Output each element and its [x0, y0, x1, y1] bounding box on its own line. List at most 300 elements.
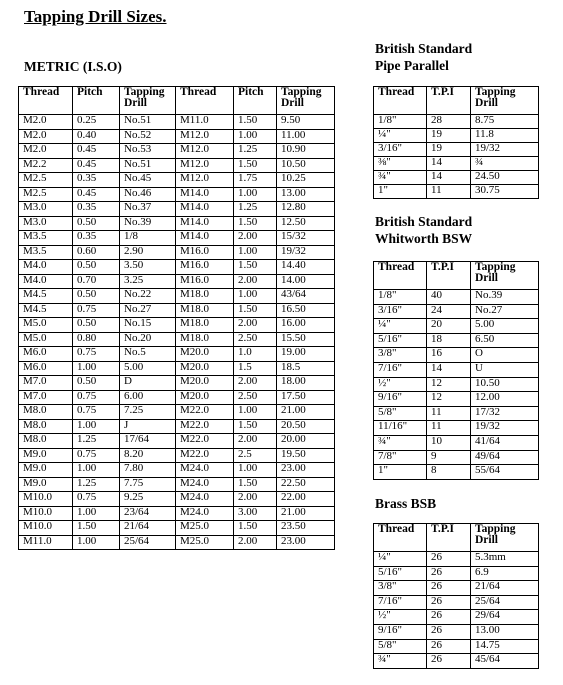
- table-row: [374, 304, 539, 319]
- table-cell: 1.50: [73, 521, 120, 536]
- table-row: [19, 492, 335, 507]
- table-row: [19, 115, 335, 130]
- table-cell: No.27: [120, 303, 176, 318]
- table-row: [19, 332, 335, 347]
- table-cell: 41/64: [471, 435, 539, 450]
- table-cell: No.52: [120, 129, 176, 144]
- column-header: Thread: [176, 87, 234, 115]
- table-cell: 23/64: [120, 506, 176, 521]
- table-cell: 17/64: [120, 434, 176, 449]
- table-row: [19, 202, 335, 217]
- table-cell: 19/32: [471, 143, 539, 157]
- table-cell: M14.0: [176, 187, 234, 202]
- table-cell: M18.0: [176, 289, 234, 304]
- table-cell: M25.0: [176, 521, 234, 536]
- table-row: [19, 347, 335, 362]
- table-cell: 16.00: [277, 318, 335, 333]
- table-cell: 1/8": [374, 290, 427, 305]
- table-cell: 0.75: [73, 405, 120, 420]
- table-cell: 22.50: [277, 477, 335, 492]
- table-cell: U: [471, 362, 539, 377]
- table-cell: 3/16": [374, 304, 427, 319]
- table-cell: 5/16": [374, 566, 427, 581]
- table-cell: No.39: [120, 216, 176, 231]
- table-row: [19, 405, 335, 420]
- table-cell: 7/16": [374, 595, 427, 610]
- table-row: [19, 274, 335, 289]
- table-cell: 19: [427, 129, 471, 143]
- table-cell: 13.00: [277, 187, 335, 202]
- table-cell: 18.5: [277, 361, 335, 376]
- table-cell: M3.0: [19, 216, 73, 231]
- table-cell: 0.45: [73, 144, 120, 159]
- table-row: [19, 187, 335, 202]
- table-cell: M20.0: [176, 376, 234, 391]
- table-row: [374, 624, 539, 639]
- table-cell: 0.40: [73, 129, 120, 144]
- table-cell: 0.50: [73, 376, 120, 391]
- table-cell: No.27: [471, 304, 539, 319]
- table-cell: M4.0: [19, 260, 73, 275]
- table-cell: 2.5: [234, 448, 277, 463]
- table-cell: 0.45: [73, 158, 120, 173]
- table-cell: 11: [427, 185, 471, 199]
- table-row: [374, 290, 539, 305]
- table-cell: 1.00: [234, 187, 277, 202]
- table-row: [19, 303, 335, 318]
- table-cell: No.5: [120, 347, 176, 362]
- table-cell: 11/16": [374, 421, 427, 436]
- table-cell: 1.00: [73, 463, 120, 478]
- table-cell: 5/16": [374, 333, 427, 348]
- table-cell: 14: [427, 171, 471, 185]
- table-cell: 1.25: [73, 477, 120, 492]
- table-row: [374, 654, 539, 669]
- table-cell: 0.75: [73, 492, 120, 507]
- table-cell: 20.50: [277, 419, 335, 434]
- table-row: [374, 450, 539, 465]
- table-cell: 0.75: [73, 303, 120, 318]
- table-row: [19, 477, 335, 492]
- table-cell: 2.00: [234, 318, 277, 333]
- table-cell: 40: [427, 290, 471, 305]
- table-header-row: [19, 87, 335, 115]
- table-row: [374, 143, 539, 157]
- table-cell: 1.75: [234, 173, 277, 188]
- table-cell: 8: [427, 465, 471, 480]
- table-row: [374, 157, 539, 171]
- table-cell: M9.0: [19, 463, 73, 478]
- table-row: [374, 435, 539, 450]
- table-header-row: [374, 524, 539, 552]
- table-cell: 9.50: [277, 115, 335, 130]
- table-cell: M2.0: [19, 115, 73, 130]
- table-cell: M16.0: [176, 274, 234, 289]
- table-cell: 0.75: [73, 347, 120, 362]
- table-cell: 1.50: [234, 303, 277, 318]
- table-cell: M10.0: [19, 521, 73, 536]
- table-cell: M3.5: [19, 231, 73, 246]
- table-cell: 25/64: [471, 595, 539, 610]
- table-cell: No.46: [120, 187, 176, 202]
- table-cell: M7.0: [19, 390, 73, 405]
- table-cell: No.51: [120, 158, 176, 173]
- table-cell: 12.00: [471, 392, 539, 407]
- table-cell: 7/16": [374, 362, 427, 377]
- table-cell: M9.0: [19, 477, 73, 492]
- column-header: Tapping Drill: [277, 87, 335, 115]
- table-cell: 21.00: [277, 405, 335, 420]
- table-cell: M4.0: [19, 274, 73, 289]
- column-header: Pitch: [73, 87, 120, 115]
- table-cell: 1.00: [234, 463, 277, 478]
- table-cell: 1.00: [73, 535, 120, 550]
- table-cell: No.45: [120, 173, 176, 188]
- table-cell: 0.50: [73, 289, 120, 304]
- table-cell: 2.00: [234, 376, 277, 391]
- table-cell: 1.25: [73, 434, 120, 449]
- column-header: Thread: [19, 87, 73, 115]
- table-cell: M24.0: [176, 506, 234, 521]
- table-cell: 2.90: [120, 245, 176, 260]
- bspp-heading-line1: British Standard: [375, 41, 473, 56]
- table-cell: 18: [427, 333, 471, 348]
- table-cell: 26: [427, 566, 471, 581]
- column-header: Tapping Drill: [471, 87, 539, 115]
- table-cell: 15.50: [277, 332, 335, 347]
- table-cell: M2.2: [19, 158, 73, 173]
- table-cell: 1.00: [73, 361, 120, 376]
- table-row: [374, 639, 539, 654]
- table-cell: No.22: [120, 289, 176, 304]
- column-header: T.P.I: [427, 262, 471, 290]
- table-row: [19, 390, 335, 405]
- table-cell: 3.25: [120, 274, 176, 289]
- table-cell: 26: [427, 595, 471, 610]
- table-cell: 13.00: [471, 624, 539, 639]
- column-header: Thread: [374, 262, 427, 290]
- table-cell: 5.00: [471, 319, 539, 334]
- table-cell: No.20: [120, 332, 176, 347]
- table-cell: M12.0: [176, 173, 234, 188]
- table-cell: No.37: [120, 202, 176, 217]
- table-cell: M12.0: [176, 144, 234, 159]
- table-cell: 45/64: [471, 654, 539, 669]
- table-row: [374, 185, 539, 199]
- table-cell: 14.40: [277, 260, 335, 275]
- table-cell: 3.00: [234, 506, 277, 521]
- table-cell: 11.8: [471, 129, 539, 143]
- table-cell: 19: [427, 143, 471, 157]
- table-cell: 7.75: [120, 477, 176, 492]
- table-row: [374, 595, 539, 610]
- table-cell: 0.35: [73, 231, 120, 246]
- table-cell: 26: [427, 639, 471, 654]
- brass-table: [373, 523, 539, 669]
- table-cell: 0.35: [73, 202, 120, 217]
- table-cell: 5.00: [120, 361, 176, 376]
- table-row: [374, 421, 539, 436]
- table-cell: 1.00: [234, 289, 277, 304]
- table-cell: 1.25: [234, 202, 277, 217]
- column-header: Thread: [374, 524, 427, 552]
- table-cell: 1.50: [234, 477, 277, 492]
- table-cell: 23.50: [277, 521, 335, 536]
- table-cell: 26: [427, 610, 471, 625]
- table-row: [19, 245, 335, 260]
- table-cell: 2.50: [234, 332, 277, 347]
- table-row: [374, 319, 539, 334]
- table-cell: M2.0: [19, 129, 73, 144]
- table-row: [19, 521, 335, 536]
- table-cell: 19/32: [471, 421, 539, 436]
- bsw-table: [373, 261, 539, 480]
- column-header: Tapping Drill: [471, 524, 539, 552]
- table-cell: M18.0: [176, 318, 234, 333]
- column-header: Pitch: [234, 87, 277, 115]
- table-header-row: [374, 87, 539, 115]
- table-cell: M12.0: [176, 129, 234, 144]
- table-cell: 1.5: [234, 361, 277, 376]
- table-cell: 1.00: [234, 129, 277, 144]
- table-header-row: [374, 262, 539, 290]
- table-cell: M10.0: [19, 492, 73, 507]
- table-cell: 10.25: [277, 173, 335, 188]
- table-row: [374, 566, 539, 581]
- table-cell: 10.50: [471, 377, 539, 392]
- table-cell: 16.50: [277, 303, 335, 318]
- metric-heading: METRIC (I.S.O): [24, 59, 122, 74]
- table-cell: 2.00: [234, 434, 277, 449]
- table-cell: 14: [427, 362, 471, 377]
- table-cell: M16.0: [176, 260, 234, 275]
- column-header: T.P.I: [427, 524, 471, 552]
- table-row: [374, 552, 539, 567]
- table-row: [19, 216, 335, 231]
- table-cell: M6.0: [19, 361, 73, 376]
- table-cell: M2.0: [19, 144, 73, 159]
- table-cell: 10.90: [277, 144, 335, 159]
- table-cell: 8.20: [120, 448, 176, 463]
- table-cell: 1.50: [234, 419, 277, 434]
- table-cell: 11: [427, 406, 471, 421]
- table-row: [19, 260, 335, 275]
- table-cell: 26: [427, 624, 471, 639]
- table-cell: M6.0: [19, 347, 73, 362]
- table-cell: 2.00: [234, 492, 277, 507]
- table-cell: 1.0: [234, 347, 277, 362]
- table-cell: ¼": [374, 552, 427, 567]
- table-row: [19, 318, 335, 333]
- table-row: [374, 406, 539, 421]
- table-row: [374, 362, 539, 377]
- table-cell: 1.25: [234, 144, 277, 159]
- table-cell: M11.0: [176, 115, 234, 130]
- column-header: Tapping Drill: [471, 262, 539, 290]
- table-cell: 26: [427, 581, 471, 596]
- page-title: Tapping Drill Sizes.: [24, 7, 167, 26]
- bspp-heading: [375, 40, 472, 74]
- table-cell: D: [120, 376, 176, 391]
- table-cell: 21.00: [277, 506, 335, 521]
- table-row: [374, 581, 539, 596]
- table-row: [19, 129, 335, 144]
- table-cell: 5/8": [374, 639, 427, 654]
- column-header: Tapping Drill: [120, 87, 176, 115]
- table-cell: 23.00: [277, 463, 335, 478]
- table-cell: M7.0: [19, 376, 73, 391]
- table-cell: 20: [427, 319, 471, 334]
- metric-table: [18, 86, 335, 550]
- bspp-table: [373, 86, 539, 199]
- table-cell: 26: [427, 552, 471, 567]
- table-cell: 1.00: [234, 245, 277, 260]
- table-cell: 16: [427, 348, 471, 363]
- table-row: [374, 377, 539, 392]
- table-cell: 49/64: [471, 450, 539, 465]
- table-cell: J: [120, 419, 176, 434]
- table-cell: 9: [427, 450, 471, 465]
- table-cell: M16.0: [176, 245, 234, 260]
- table-row: [19, 448, 335, 463]
- table-cell: 9/16": [374, 624, 427, 639]
- table-cell: 26: [427, 654, 471, 669]
- table-cell: 43/64: [277, 289, 335, 304]
- table-cell: M24.0: [176, 477, 234, 492]
- table-cell: M8.0: [19, 434, 73, 449]
- table-cell: M5.0: [19, 318, 73, 333]
- table-cell: M2.5: [19, 173, 73, 188]
- table-row: [19, 419, 335, 434]
- table-cell: M4.5: [19, 303, 73, 318]
- table-cell: ¾": [374, 654, 427, 669]
- table-row: [19, 158, 335, 173]
- table-cell: M12.0: [176, 158, 234, 173]
- table-cell: 25/64: [120, 535, 176, 550]
- bsw-heading: [375, 213, 472, 247]
- table-row: [374, 333, 539, 348]
- table-cell: M3.0: [19, 202, 73, 217]
- table-cell: 0.45: [73, 187, 120, 202]
- table-cell: 10: [427, 435, 471, 450]
- table-cell: M22.0: [176, 405, 234, 420]
- table-cell: 3/8": [374, 581, 427, 596]
- table-cell: ¾": [374, 435, 427, 450]
- bsw-heading-line1: British Standard: [375, 214, 473, 229]
- table-cell: 14: [427, 157, 471, 171]
- table-cell: 23.00: [277, 535, 335, 550]
- table-cell: 0.50: [73, 318, 120, 333]
- column-header: Thread: [374, 87, 427, 115]
- table-cell: 55/64: [471, 465, 539, 480]
- table-cell: ½": [374, 610, 427, 625]
- table-cell: 19.50: [277, 448, 335, 463]
- table-cell: 1.00: [234, 405, 277, 420]
- table-cell: 2.50: [234, 390, 277, 405]
- table-row: [19, 173, 335, 188]
- table-cell: M24.0: [176, 463, 234, 478]
- table-cell: 6.00: [120, 390, 176, 405]
- table-cell: 21/64: [471, 581, 539, 596]
- table-cell: 24.50: [471, 171, 539, 185]
- brass-heading: Brass BSB: [375, 496, 437, 511]
- table-cell: M20.0: [176, 347, 234, 362]
- table-cell: 12: [427, 392, 471, 407]
- table-cell: 0.60: [73, 245, 120, 260]
- table-cell: 5/8": [374, 406, 427, 421]
- table-cell: 29/64: [471, 610, 539, 625]
- table-cell: 11: [427, 421, 471, 436]
- table-cell: No.51: [120, 115, 176, 130]
- table-cell: 10.50: [277, 158, 335, 173]
- column-header: T.P.I: [427, 87, 471, 115]
- table-cell: 0.75: [73, 390, 120, 405]
- table-cell: 0.75: [73, 448, 120, 463]
- table-cell: M14.0: [176, 202, 234, 217]
- table-cell: 0.70: [73, 274, 120, 289]
- table-cell: M22.0: [176, 434, 234, 449]
- table-cell: M8.0: [19, 419, 73, 434]
- table-cell: 7.80: [120, 463, 176, 478]
- table-row: [19, 506, 335, 521]
- table-row: [19, 463, 335, 478]
- table-row: [374, 115, 539, 129]
- table-cell: 0.25: [73, 115, 120, 130]
- table-cell: 18.00: [277, 376, 335, 391]
- table-cell: 6.9: [471, 566, 539, 581]
- table-row: [19, 231, 335, 246]
- table-cell: 0.50: [73, 216, 120, 231]
- table-row: [19, 361, 335, 376]
- table-row: [19, 144, 335, 159]
- table-cell: 1": [374, 465, 427, 480]
- table-cell: M2.5: [19, 187, 73, 202]
- table-cell: 2.00: [234, 535, 277, 550]
- table-cell: 3/8": [374, 348, 427, 363]
- table-cell: 12.50: [277, 216, 335, 231]
- table-cell: 0.35: [73, 173, 120, 188]
- table-cell: 0.80: [73, 332, 120, 347]
- table-cell: 1": [374, 185, 427, 199]
- table-cell: M20.0: [176, 390, 234, 405]
- table-row: [374, 171, 539, 185]
- table-cell: No.39: [471, 290, 539, 305]
- table-cell: M4.5: [19, 289, 73, 304]
- table-cell: ⅜": [374, 157, 427, 171]
- bspp-heading-line2: Pipe Parallel: [375, 58, 449, 73]
- table-cell: 2.00: [234, 274, 277, 289]
- table-row: [374, 348, 539, 363]
- table-cell: ¼": [374, 319, 427, 334]
- table-cell: No.15: [120, 318, 176, 333]
- table-cell: ½": [374, 377, 427, 392]
- table-cell: 12.80: [277, 202, 335, 217]
- table-cell: 14.75: [471, 639, 539, 654]
- table-cell: 24: [427, 304, 471, 319]
- table-cell: M3.5: [19, 245, 73, 260]
- table-cell: M5.0: [19, 332, 73, 347]
- table-cell: 1.00: [73, 419, 120, 434]
- table-cell: No.53: [120, 144, 176, 159]
- table-cell: 7.25: [120, 405, 176, 420]
- table-cell: 1.50: [234, 216, 277, 231]
- table-cell: 15/32: [277, 231, 335, 246]
- table-cell: 17/32: [471, 406, 539, 421]
- table-cell: M18.0: [176, 303, 234, 318]
- table-row: [374, 129, 539, 143]
- table-cell: 19.00: [277, 347, 335, 362]
- table-cell: 30.75: [471, 185, 539, 199]
